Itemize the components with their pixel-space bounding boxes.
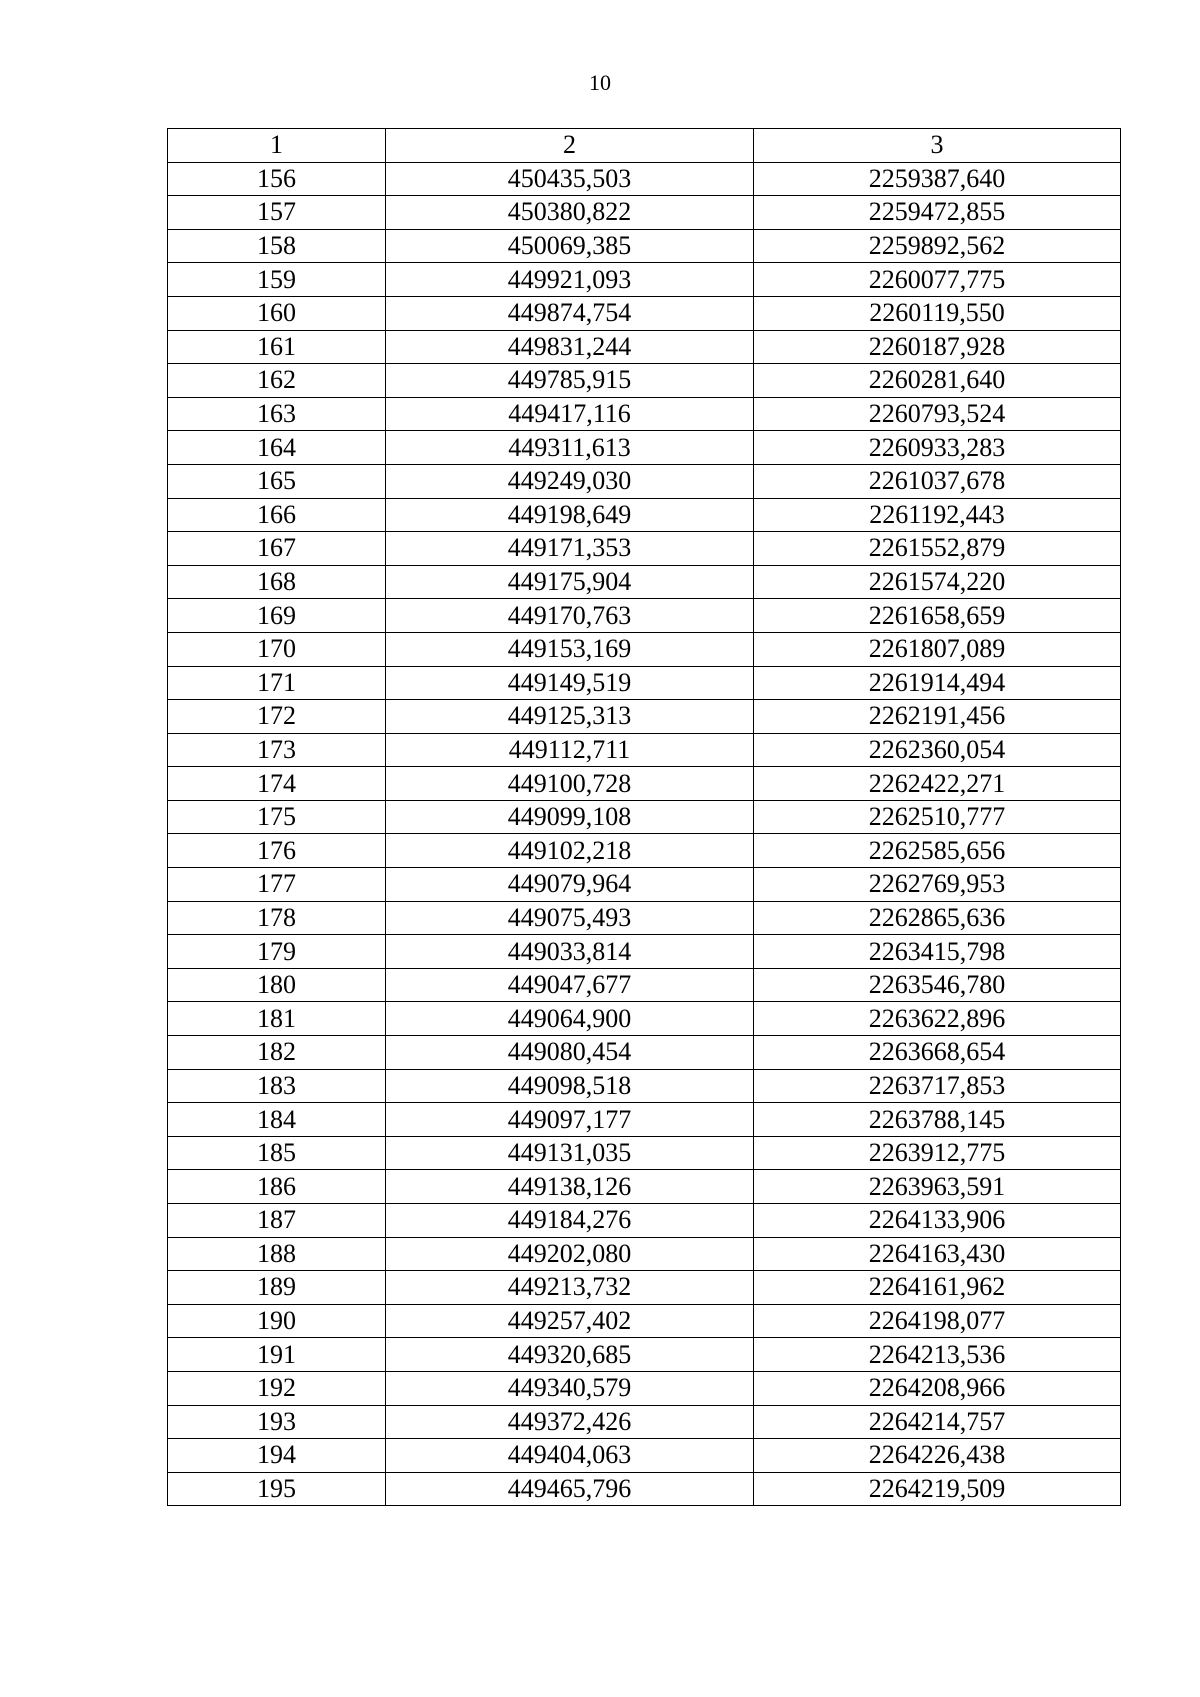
table-row [168,296,1121,330]
cell-point-number: 167 [168,532,386,566]
cell-x: 449198,649 [386,498,754,532]
cell-y: 2264213,536 [754,1338,1121,1372]
cell-y: 2263912,775 [754,1136,1121,1170]
cell-y: 2264161,962 [754,1271,1121,1305]
cell-x: 449404,063 [386,1439,754,1473]
cell-point-number: 183 [168,1069,386,1103]
cell-x: 449785,915 [386,364,754,398]
table-row [168,666,1121,700]
cell-y: 2262422,271 [754,767,1121,801]
cell-y: 2264226,438 [754,1439,1121,1473]
cell-y: 2263788,145 [754,1103,1121,1137]
page-number: 10 [589,70,611,95]
cell-y: 2260281,640 [754,364,1121,398]
cell-point-number: 192 [168,1371,386,1405]
cell-y: 2263717,853 [754,1069,1121,1103]
cell-x: 449064,900 [386,1002,754,1036]
cell-y: 2262585,656 [754,834,1121,868]
table-row [168,1103,1121,1137]
table-row [168,700,1121,734]
cell-y: 2264133,906 [754,1204,1121,1238]
table-row [168,330,1121,364]
cell-x: 449417,116 [386,397,754,431]
header-cell-point-number: 1 [168,129,386,163]
cell-y: 2263622,896 [754,1002,1121,1036]
cell-point-number: 156 [168,162,386,196]
cell-x: 449125,313 [386,700,754,734]
cell-x: 449033,814 [386,935,754,969]
table-row [168,162,1121,196]
cell-y: 2262510,777 [754,800,1121,834]
cell-point-number: 164 [168,431,386,465]
cell-x: 449100,728 [386,767,754,801]
cell-x: 449175,904 [386,565,754,599]
table-row [168,196,1121,230]
cell-x: 449075,493 [386,901,754,935]
cell-x: 449921,093 [386,263,754,297]
header-cell-y: 3 [754,129,1121,163]
cell-point-number: 176 [168,834,386,868]
cell-y: 2264208,966 [754,1371,1121,1405]
table-row [168,1304,1121,1338]
cell-point-number: 189 [168,1271,386,1305]
cell-x: 449465,796 [386,1472,754,1506]
cell-y: 2262360,054 [754,733,1121,767]
cell-y: 2264163,430 [754,1237,1121,1271]
cell-x: 449213,732 [386,1271,754,1305]
table-row [168,498,1121,532]
cell-x: 449320,685 [386,1338,754,1372]
cell-x: 450069,385 [386,229,754,263]
cell-x: 449874,754 [386,296,754,330]
table-row [168,1069,1121,1103]
cell-point-number: 188 [168,1237,386,1271]
cell-point-number: 184 [168,1103,386,1137]
cell-point-number: 162 [168,364,386,398]
cell-y: 2261574,220 [754,565,1121,599]
cell-x: 449102,218 [386,834,754,868]
cell-point-number: 169 [168,599,386,633]
table-row [168,767,1121,801]
cell-y: 2261037,678 [754,464,1121,498]
cell-point-number: 159 [168,263,386,297]
table-row [168,364,1121,398]
cell-x: 449149,519 [386,666,754,700]
cell-x: 449831,244 [386,330,754,364]
cell-point-number: 182 [168,1036,386,1070]
table-row [168,1371,1121,1405]
cell-point-number: 165 [168,464,386,498]
cell-y: 2263668,654 [754,1036,1121,1070]
table-row [168,1439,1121,1473]
cell-point-number: 163 [168,397,386,431]
cell-y: 2264198,077 [754,1304,1121,1338]
cell-point-number: 173 [168,733,386,767]
table-row [168,968,1121,1002]
cell-point-number: 170 [168,632,386,666]
table-row [168,1036,1121,1070]
table-row [168,397,1121,431]
header-cell-x: 2 [386,129,754,163]
cell-y: 2264219,509 [754,1472,1121,1506]
cell-y: 2259387,640 [754,162,1121,196]
cell-point-number: 186 [168,1170,386,1204]
cell-y: 2261658,659 [754,599,1121,633]
cell-y: 2263415,798 [754,935,1121,969]
cell-y: 2261552,879 [754,532,1121,566]
cell-point-number: 177 [168,868,386,902]
table-row [168,800,1121,834]
table-row [168,935,1121,969]
table-row [168,632,1121,666]
table-row [168,565,1121,599]
table-row [168,1338,1121,1372]
cell-y: 2260933,283 [754,431,1121,465]
table-row [168,464,1121,498]
table-row [168,733,1121,767]
cell-y: 2261192,443 [754,498,1121,532]
table-row [168,599,1121,633]
table-row [168,431,1121,465]
cell-point-number: 168 [168,565,386,599]
cell-y: 2261807,089 [754,632,1121,666]
cell-y: 2263546,780 [754,968,1121,1002]
cell-x: 449097,177 [386,1103,754,1137]
cell-point-number: 193 [168,1405,386,1439]
cell-y: 2260077,775 [754,263,1121,297]
table-row [168,1136,1121,1170]
cell-x: 449153,169 [386,632,754,666]
cell-x: 449138,126 [386,1170,754,1204]
cell-point-number: 194 [168,1439,386,1473]
cell-x: 449340,579 [386,1371,754,1405]
table-row [168,229,1121,263]
cell-point-number: 185 [168,1136,386,1170]
table-row [168,263,1121,297]
cell-x: 449079,964 [386,868,754,902]
cell-y: 2260119,550 [754,296,1121,330]
table-row [168,868,1121,902]
cell-x: 449112,711 [386,733,754,767]
table-row [168,1002,1121,1036]
table-row [168,834,1121,868]
cell-y: 2263963,591 [754,1170,1121,1204]
cell-x: 449257,402 [386,1304,754,1338]
cell-y: 2262769,953 [754,868,1121,902]
table-row [168,532,1121,566]
cell-y: 2264214,757 [754,1405,1121,1439]
cell-point-number: 178 [168,901,386,935]
cell-point-number: 179 [168,935,386,969]
cell-y: 2262191,456 [754,700,1121,734]
cell-y: 2259472,855 [754,196,1121,230]
cell-x: 449184,276 [386,1204,754,1238]
cell-x: 450435,503 [386,162,754,196]
table-row [168,1405,1121,1439]
cell-point-number: 195 [168,1472,386,1506]
cell-point-number: 172 [168,700,386,734]
cell-point-number: 161 [168,330,386,364]
cell-x: 450380,822 [386,196,754,230]
table-header [168,129,1121,163]
cell-y: 2259892,562 [754,229,1121,263]
cell-y: 2260793,524 [754,397,1121,431]
cell-x: 449080,454 [386,1036,754,1070]
table-row [168,1170,1121,1204]
cell-point-number: 160 [168,296,386,330]
cell-y: 2261914,494 [754,666,1121,700]
header-row [168,129,1121,163]
cell-point-number: 157 [168,196,386,230]
cell-point-number: 174 [168,767,386,801]
table-row [168,901,1121,935]
table-row [168,1271,1121,1305]
cell-x: 449171,353 [386,532,754,566]
cell-point-number: 180 [168,968,386,1002]
cell-point-number: 171 [168,666,386,700]
cell-point-number: 166 [168,498,386,532]
cell-x: 449098,518 [386,1069,754,1103]
table-row [168,1472,1121,1506]
coordinates-table [167,128,1121,1506]
table-row [168,1237,1121,1271]
table-row [168,1204,1121,1238]
cell-point-number: 191 [168,1338,386,1372]
cell-x: 449170,763 [386,599,754,633]
cell-point-number: 158 [168,229,386,263]
cell-y: 2262865,636 [754,901,1121,935]
cell-point-number: 190 [168,1304,386,1338]
table-body [168,162,1121,1506]
cell-y: 2260187,928 [754,330,1121,364]
cell-x: 449099,108 [386,800,754,834]
cell-point-number: 175 [168,800,386,834]
cell-x: 449047,677 [386,968,754,1002]
cell-x: 449249,030 [386,464,754,498]
cell-x: 449372,426 [386,1405,754,1439]
cell-x: 449311,613 [386,431,754,465]
cell-x: 449131,035 [386,1136,754,1170]
cell-point-number: 187 [168,1204,386,1238]
cell-x: 449202,080 [386,1237,754,1271]
cell-point-number: 181 [168,1002,386,1036]
